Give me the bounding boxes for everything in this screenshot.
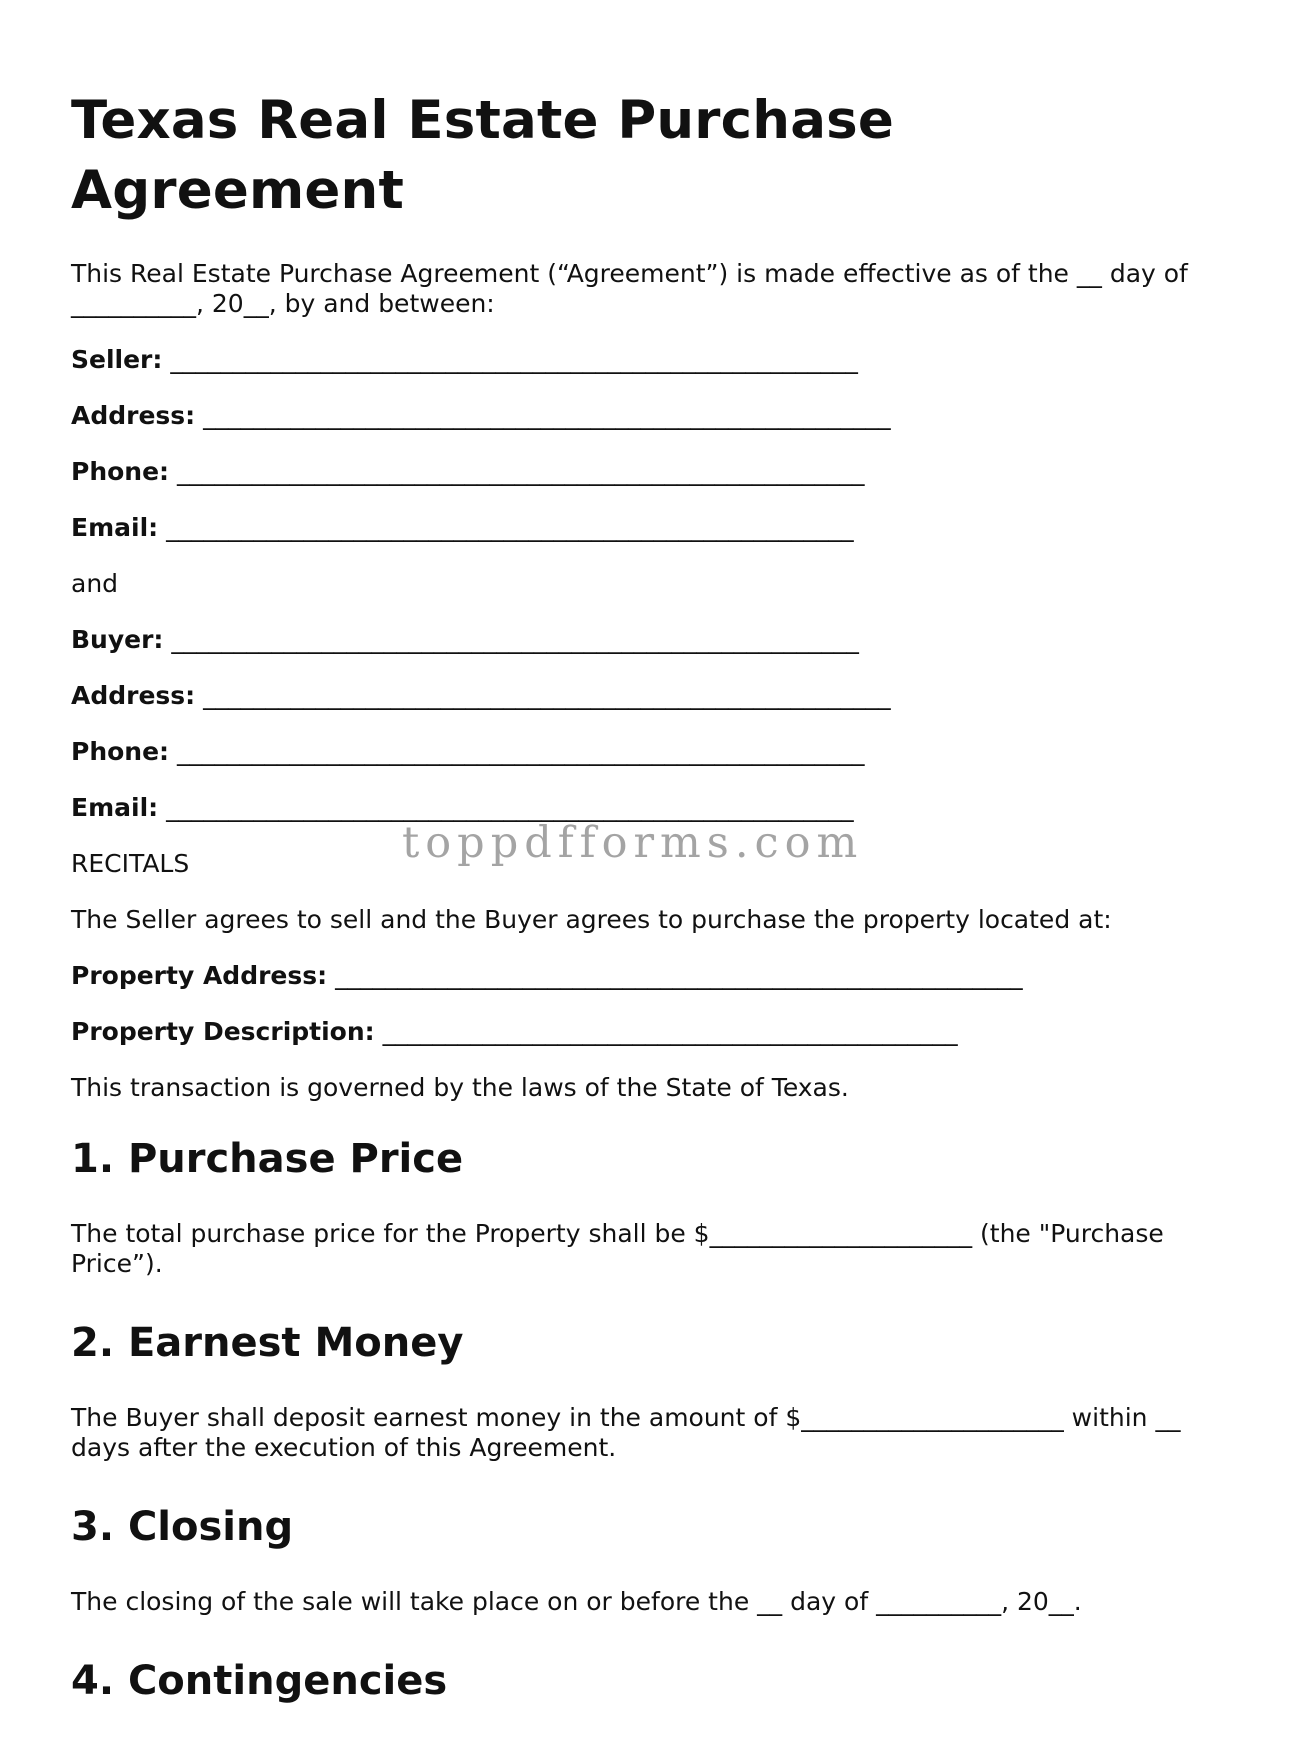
document-page: [71, 86, 1241, 1741]
field-blank: _______________________________________________________: [177, 737, 865, 766]
property-description-field: [71, 1017, 1241, 1047]
seller-address-field: [71, 401, 1241, 431]
buyer-address-field: [71, 681, 1241, 711]
field-blank: _______________________________________________________: [171, 625, 859, 654]
field-blank: _______________________________________________________: [166, 793, 854, 822]
section-heading-contingencies: 4. Contingencies: [71, 1658, 448, 1704]
field-label: Email:: [71, 513, 159, 542]
intro-paragraph: This Real Estate Purchase Agreement (“Agreement”) is made effective as of the __ day of __________, 20__, by and between:: [71, 259, 1188, 318]
recitals-text: The Seller agrees to sell and the Buyer agrees to purchase the property located at:: [71, 905, 1112, 934]
document-title: Texas Real Estate Purchase Agreement: [71, 90, 895, 221]
field-blank: ______________________________________________: [382, 1017, 958, 1046]
section-heading-closing: 3. Closing: [71, 1504, 294, 1550]
buyer-name-field: [71, 625, 1241, 655]
section-text-closing: The closing of the sale will take place on or before the __ day of __________, 20__.: [71, 1587, 1082, 1616]
buyer-email-field: [71, 793, 1241, 823]
field-blank: _______________________________________________________: [203, 681, 891, 710]
section-heading-earnest-money: 2. Earnest Money: [71, 1320, 464, 1366]
field-label: Address:: [71, 681, 196, 710]
field-label: Buyer:: [71, 625, 164, 654]
seller-name-field: [71, 345, 1241, 375]
buyer-phone-field: [71, 737, 1241, 767]
field-label: Phone:: [71, 457, 170, 486]
section-text-purchase-price: The total purchase price for the Property shall be $_____________________ (the "Purchase Price”).: [71, 1219, 1164, 1278]
field-blank: _______________________________________________________: [203, 401, 891, 430]
property-address-field: [71, 961, 1241, 991]
field-label: Email:: [71, 793, 159, 822]
field-blank: _______________________________________________________: [170, 345, 858, 374]
field-label: Seller:: [71, 345, 163, 374]
section-heading-purchase-price: 1. Purchase Price: [71, 1136, 464, 1182]
field-blank: _______________________________________________________: [166, 513, 854, 542]
watermark: toppdfforms.com: [402, 818, 864, 868]
recitals-heading: RECITALS: [71, 849, 190, 878]
field-blank: _______________________________________________________: [335, 961, 1023, 990]
seller-email-field: [71, 513, 1241, 543]
and-text: and: [71, 569, 119, 598]
seller-phone-field: [71, 457, 1241, 487]
field-blank: _______________________________________________________: [177, 457, 865, 486]
field-label: Property Address:: [71, 961, 328, 990]
field-label: Phone:: [71, 737, 170, 766]
field-label: Property Description:: [71, 1017, 375, 1046]
section-text-earnest-money: The Buyer shall deposit earnest money in the amount of $_____________________ within __ days after the execution of this Agreement.: [71, 1403, 1181, 1462]
governing-law-text: This transaction is governed by the laws of the State of Texas.: [71, 1073, 849, 1102]
field-label: Address:: [71, 401, 196, 430]
